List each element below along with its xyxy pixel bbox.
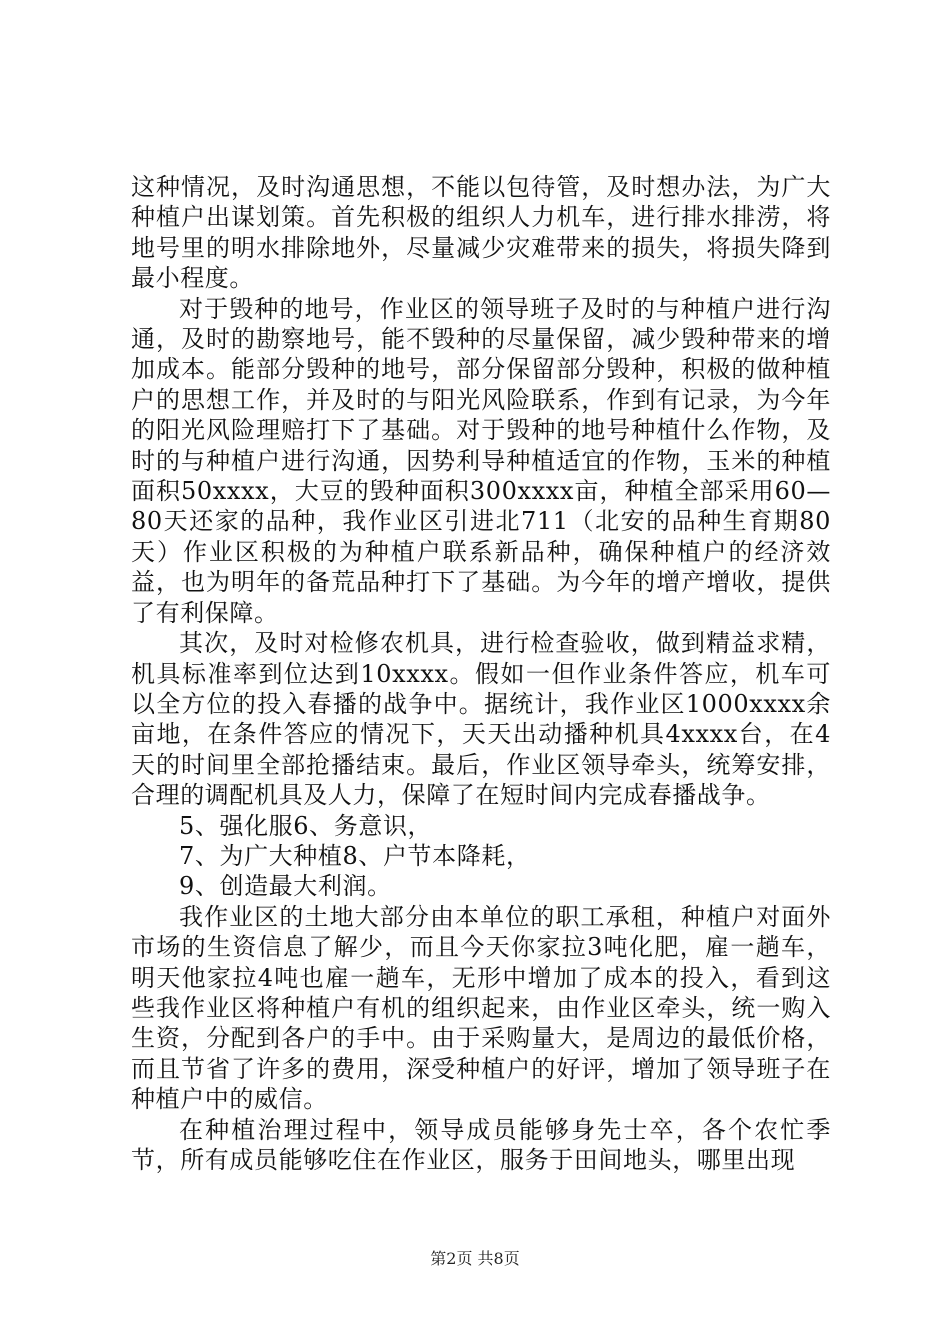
paragraph-3: 其次，及时对检修农机具，进行检查验收，做到精益求精，机具标准率到位达到10xxxx。假如一但作业条件答应，机车可以全方位的投入春播的战争中。据统计，我作业区1000xxxx余亩地，在条件答应的情况下，天天出动播种机具4xxxx台，在4天的时间里全部抢播结束。最后，作业区领导牵头，统筹安排，合理的调配机具及人力，保障了在短时间内完成春播战争。 bbox=[131, 629, 831, 810]
document-body bbox=[131, 172, 831, 1175]
paragraph-5: 在种植治理过程中，领导成员能够身先士卒，各个农忙季节，所有成员能够吃住在作业区，服务于田间地头，哪里出现 bbox=[131, 1115, 831, 1174]
paragraph-1: 这种情况，及时沟通思想，不能以包待管，及时想办法，为广大种植户出谋划策。首先积极的组织人力机车，进行排水排涝，将地号里的明水排除地外，尽量减少灾难带来的损失，将损失降到最小程度。 bbox=[131, 173, 831, 293]
list-item-1: 5、强化服6、务意识， bbox=[179, 811, 433, 840]
paragraph-4: 我作业区的土地大部分由本单位的职工承租，种植户对面外市场的生资信息了解少，而且今天你家拉3吨化肥，雇一趟车，明天他家拉4吨也雇一趟车，无形中增加了成本的投入，看到这些我作业区将种植户有机的组织起来，由作业区牵头，统一购入生资，分配到各户的手中。由于采购量大，是周边的最低价格，而且节省了许多的费用，深受种植户的好评，增加了领导班子在种植户中的威信。 bbox=[131, 902, 831, 1114]
list-item-3: 9、创造最大利润。 bbox=[179, 872, 392, 901]
list-item-2: 7、为广大种植8、户节本降耗， bbox=[179, 841, 531, 870]
page-number-footer: 第2页 共8页 bbox=[430, 1249, 520, 1268]
paragraph-2: 对于毁种的地号，作业区的领导班子及时的与种植户进行沟通，及时的勘察地号，能不毁种的尽量保留，减少毁种带来的增加成本。能部分毁种的地号，部分保留部分毁种，积极的做种植户的思想工作，并及时的与阳光风险联系，作到有记录，为今年的阳光风险理赔打下了基础。对于毁种的地号种植什么作物，及时的与种植户进行沟通，因势利导种植适宜的作物，玉米的种植面积50xxxx，大豆的毁种面积300xxxx亩，种植全部采用60—80天还家的品种，我作业区引进北711（北安的品种生育期80天）作业区积极的为种植户联系新品种，确保种植户的经济效益，也为明年的备荒品种打下了基础。为今年的增产增收，提供了有利保障。 bbox=[131, 294, 831, 627]
